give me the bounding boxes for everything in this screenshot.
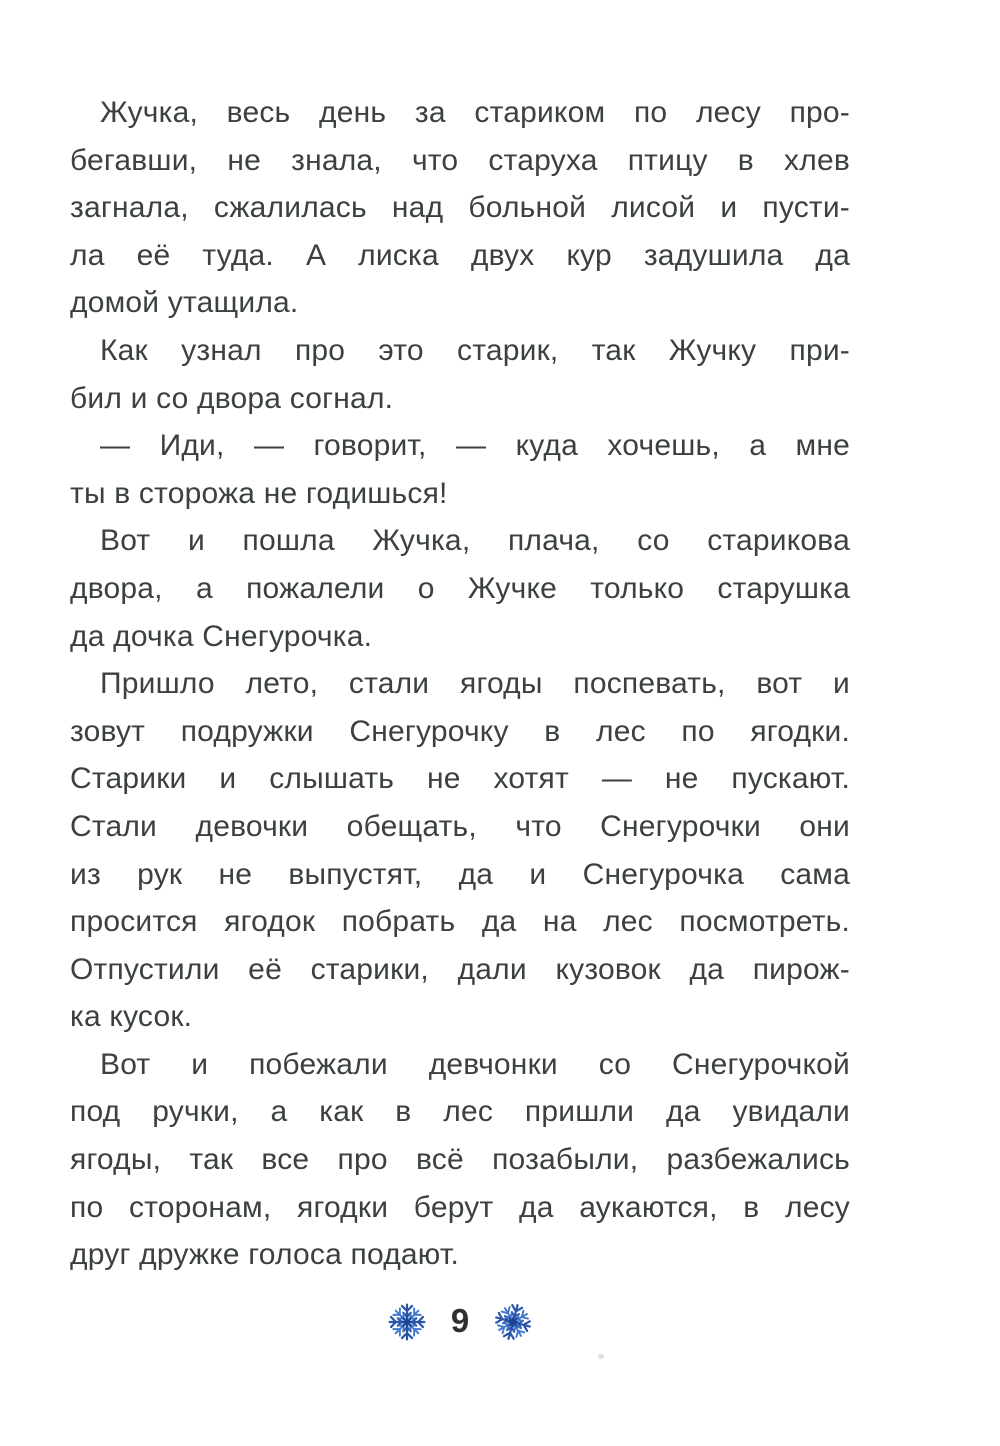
text-line: Пришло лето, стали ягоды поспевать, вот и — [100, 667, 850, 701]
paragraph — [70, 660, 850, 1041]
text-line: — Иди, — говорит, — куда хочешь, а мне — [100, 429, 850, 463]
text-line: Вот и побежали девчонки со Снегурочкой — [100, 1047, 850, 1081]
text-line: просится ягодок побрать да на лес посмотреть. — [70, 905, 850, 939]
text-line: Старики и слышать не хотят — не пускают. — [70, 762, 850, 796]
text-line: бил и со двора согнал. — [70, 381, 394, 415]
text-line: ла её туда. А лиска двух кур задушила да — [70, 238, 850, 272]
text-line: Вот и пошла Жучка, плача, со старикова — [100, 524, 850, 558]
paragraph — [70, 89, 850, 327]
text-line: ягоды, так все про всё позабыли, разбежались — [70, 1143, 850, 1177]
paragraph — [70, 422, 850, 517]
story-text — [70, 89, 850, 1279]
text-line: зовут подружки Снегурочку в лес по ягодки. — [70, 714, 850, 748]
snowflake-icon — [385, 1300, 429, 1344]
text-line: друг дружке голоса подают. — [70, 1238, 459, 1272]
page-number: 9 — [450, 1301, 470, 1339]
text-line: по сторонам, ягодки берут да аукаются, в лесу — [70, 1190, 850, 1224]
paragraph — [70, 517, 850, 660]
text-line: Стали девочки обещать, что Снегурочки они — [70, 809, 850, 843]
text-line: из рук не выпустят, да и Снегурочка сама — [70, 857, 850, 891]
scan-artifact-dot — [598, 1354, 604, 1359]
paragraph — [70, 1041, 850, 1279]
text-line: Жучка, весь день за стариком по лесу про- — [100, 96, 850, 129]
text-line: домой утащила. — [70, 286, 299, 320]
text-line: под ручки, а как в лес пришли да увидали — [70, 1095, 850, 1129]
text-line: ка кусок. — [70, 1000, 193, 1034]
text-line: ты в сторожа не годишься! — [70, 476, 448, 510]
text-line: Отпустили её старики, дали кузовок да пирож- — [70, 952, 850, 986]
snowflake-icon — [491, 1300, 535, 1344]
paragraph — [70, 327, 850, 422]
text-line: бегавши, не знала, что старуха птицу в хлев — [70, 143, 850, 177]
text-line: Как узнал про это старик, так Жучку при- — [100, 333, 850, 367]
text-line: загнала, сжалилась над больной лисой и пусти- — [70, 191, 850, 225]
page-footer — [70, 1290, 850, 1354]
text-line: да дочка Снегурочка. — [70, 619, 373, 653]
text-line: двора, а пожалели о Жучке только старушка — [70, 571, 850, 605]
